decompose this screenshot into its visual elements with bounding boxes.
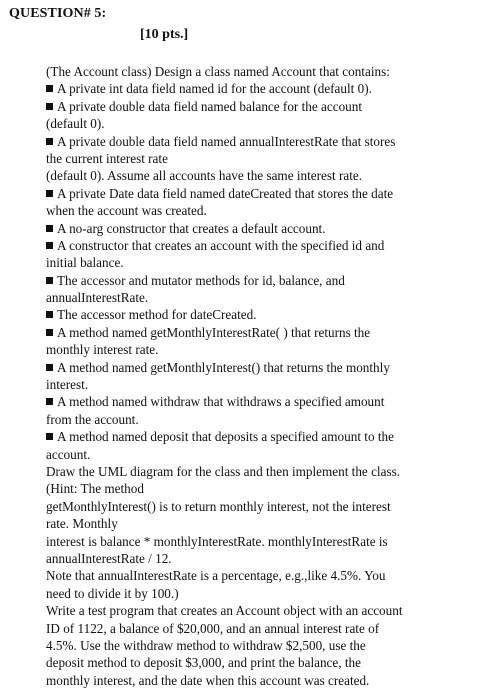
line-text: The accessor and mutator methods for id, balance, and <box>57 272 345 288</box>
line-text: A method named getMonthlyInterest() that returns the monthly <box>57 359 390 375</box>
text-line <box>46 115 456 132</box>
line-text: Write a test program that creates an Account object with an account <box>46 603 403 619</box>
square-bullet-icon <box>46 433 53 440</box>
line-text: interest is balance * monthlyInterestRate. monthlyInterestRate is <box>46 533 388 549</box>
line-text: 4.5%. Use the withdraw method to withdraw $2,500, use the <box>46 637 366 653</box>
bullet-line <box>46 272 456 289</box>
line-text: A private double data field named balance for the account <box>57 98 363 114</box>
line-text: The accessor method for dateCreated. <box>57 307 257 323</box>
text-line <box>46 637 456 654</box>
line-text: annualInterestRate. <box>46 290 149 306</box>
square-bullet-icon <box>46 364 53 371</box>
bullet-line <box>46 133 456 150</box>
square-bullet-icon <box>46 103 53 110</box>
line-text: the current interest rate <box>46 150 168 166</box>
line-text: A method named deposit that deposits a specified amount to the <box>57 429 394 445</box>
bullet-line <box>46 185 456 202</box>
bullet-line <box>46 306 456 323</box>
square-bullet-icon <box>46 329 53 336</box>
line-text: A method named withdraw that withdraws a specified amount <box>57 394 385 410</box>
square-bullet-icon <box>46 242 53 249</box>
text-line <box>46 411 456 428</box>
square-bullet-icon <box>46 190 53 197</box>
text-line <box>46 498 456 515</box>
square-bullet-icon <box>46 138 53 145</box>
line-text: A constructor that creates an account with the specified id and <box>57 237 385 253</box>
text-line <box>46 672 456 689</box>
text-line <box>46 341 456 358</box>
square-bullet-icon <box>46 225 53 232</box>
line-text: account. <box>46 446 91 462</box>
square-bullet-icon <box>46 311 53 318</box>
line-text: need to divide it by 100.) <box>46 585 179 601</box>
bullet-line <box>46 359 456 376</box>
line-text: A no-arg constructor that creates a default account. <box>57 220 326 236</box>
question-points: [10 pts.] <box>140 27 189 42</box>
line-text: annualInterestRate / 12. <box>46 550 172 566</box>
text-line <box>46 567 456 584</box>
text-line <box>46 533 456 550</box>
text-line <box>46 150 456 167</box>
text-line <box>46 515 456 532</box>
line-text: initial balance. <box>46 255 124 271</box>
text-line <box>46 654 456 671</box>
line-text: (default 0). <box>46 116 105 132</box>
square-bullet-icon <box>46 398 53 405</box>
line-text: (Hint: The method <box>46 481 144 497</box>
square-bullet-icon <box>46 85 53 92</box>
text-line <box>46 585 456 602</box>
line-text: rate. Monthly <box>46 516 118 532</box>
bullet-line <box>46 428 456 445</box>
bullet-line <box>46 98 456 115</box>
line-text: Note that annualInterestRate is a percentage, e.g.,like 4.5%. You <box>46 568 386 584</box>
line-text: A method named getMonthlyInterestRate( ) that returns the <box>57 324 371 340</box>
text-line <box>46 63 456 80</box>
line-text: A private int data field named id for the account (default 0). <box>57 81 372 97</box>
text-line <box>46 602 456 619</box>
line-text: (The Account class) Design a class named Account that contains: <box>46 64 390 79</box>
line-text: Draw the UML diagram for the class and then implement the class. <box>46 463 401 479</box>
text-line <box>46 480 456 497</box>
line-text: deposit method to deposit $3,000, and print the balance, the <box>46 655 361 671</box>
line-text: when the account was created. <box>46 203 207 219</box>
line-text: A private Date data field named dateCreated that stores the date <box>57 185 394 201</box>
bullet-line <box>46 324 456 341</box>
bullet-line <box>46 393 456 410</box>
text-line <box>46 620 456 637</box>
line-text: (default 0). Assume all accounts have the same interest rate. <box>46 168 363 184</box>
question-body <box>46 63 456 689</box>
line-text: from the account. <box>46 411 139 427</box>
bullet-line <box>46 237 456 254</box>
text-line <box>46 289 456 306</box>
bullet-line <box>46 80 456 97</box>
text-line <box>46 463 456 480</box>
line-text: getMonthlyInterest() is to return monthly interest, not the interest <box>46 498 391 514</box>
line-text: monthly interest rate. <box>46 342 159 358</box>
line-text: ID of 1122, a balance of $20,000, and an annual interest rate of <box>46 620 380 636</box>
line-text: interest. <box>46 377 89 393</box>
line-text: A private double data field named annualInterestRate that stores <box>57 133 396 149</box>
text-line <box>46 376 456 393</box>
text-line <box>46 550 456 567</box>
text-line <box>46 446 456 463</box>
text-line <box>46 202 456 219</box>
text-line <box>46 254 456 271</box>
square-bullet-icon <box>46 277 53 284</box>
question-number: QUESTION# 5: <box>9 6 107 21</box>
line-text: monthly interest, and the date when this account was created. <box>46 672 370 688</box>
text-line <box>46 167 456 184</box>
bullet-line <box>46 220 456 237</box>
